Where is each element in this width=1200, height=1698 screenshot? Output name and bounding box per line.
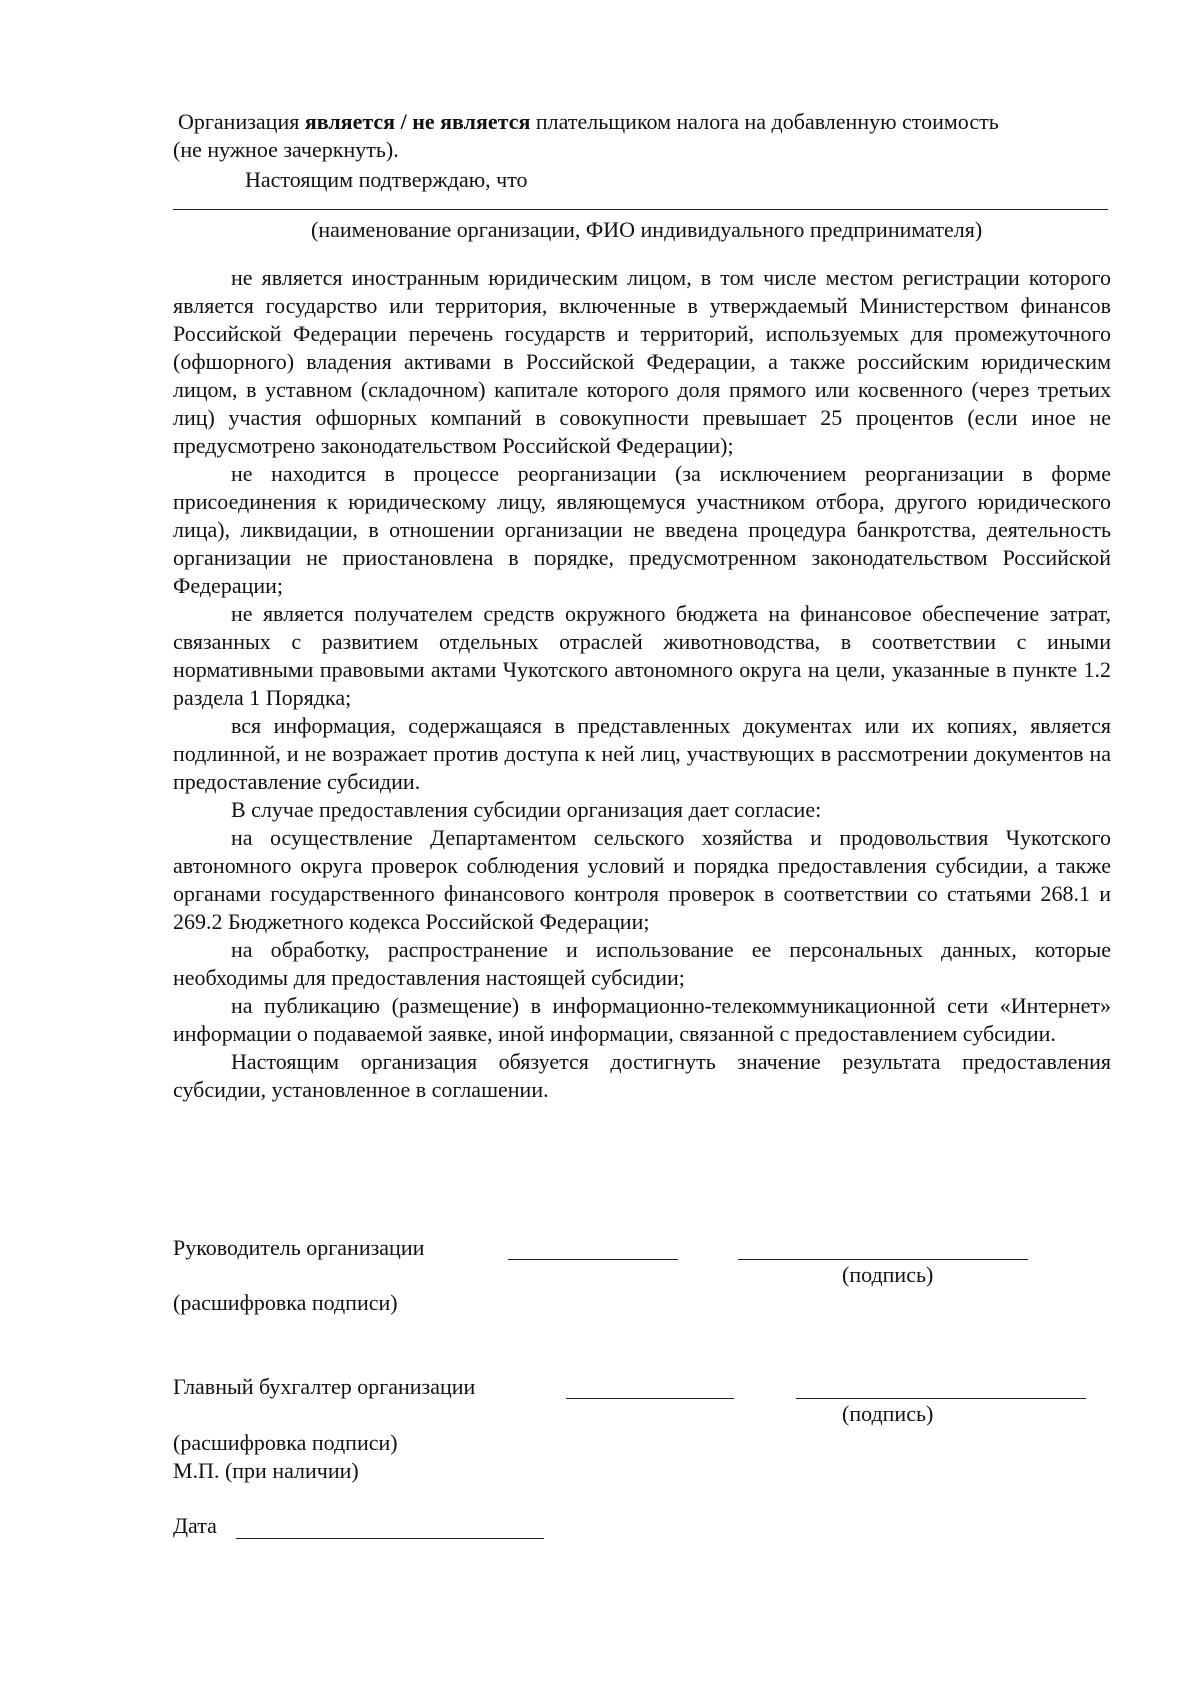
statement-reorganization: не находится в процессе реорганизации (за исключением реорганизации в форме присоединения к юридическому лицу, являющемуся участником отбора, другого юридического лица), ликвидации, в отношении организации не введена процедура банкротства, деятельность организации не приостановлена в порядке, предусмотренном законодательством Российской Федерации;	[173, 461, 1111, 598]
confirm-intro: Настоящим подтверждаю, что	[245, 167, 528, 192]
accountant-name-line[interactable]	[796, 1398, 1086, 1399]
document-body	[173, 108, 1111, 1104]
accountant-label: Главный бухгалтер организации	[173, 1374, 476, 1399]
organization-name-line[interactable]	[173, 209, 1108, 210]
accountant-decode-caption: (расшифровка подписи)	[173, 1430, 398, 1455]
stamp-note: М.П. (при наличии)	[173, 1458, 359, 1483]
consent-publication: на публикацию (размещение) в информационно-телекоммуникационной сети «Интернет» информации о подаваемой заявке, иной информации, связанной с предоставлением субсидии.	[173, 993, 1111, 1046]
consent-personal-data: на обработку, распространение и использование ее персональных данных, которые необходимы для предоставления настоящей субсидии;	[173, 937, 1111, 990]
statement-information: вся информация, содержащаяся в представленных документах или их копиях, является подлинной, и не возражает против доступа к ней лиц, участвующих в рассмотрении документов на предоставление субсидии.	[173, 713, 1111, 794]
accountant-signature-caption: (подпись)	[842, 1401, 934, 1426]
vat-note: (не нужное зачеркнуть).	[173, 137, 399, 162]
head-signature-caption: (подпись)	[842, 1262, 934, 1287]
vat-prefix: Организация	[178, 109, 305, 134]
statement-budget: не является получателем средств окружного бюджета на финансовое обеспечение затрат, связанных с развитием отдельных отраслей животноводства, в соответствии с иными нормативными правовыми актами Чукотского автономного округа на цели, указанные в пункте 1.2 раздела 1 Порядка;	[173, 601, 1111, 710]
head-label: Руководитель организации	[173, 1235, 425, 1260]
consent-inspections: на осуществление Департаментом сельского хозяйства и продовольствия Чукотского автономного округа проверок соблюдения условий и порядка предоставления субсидии, а также органами государственного финансового контроля проверок в соответствии со статьями 268.1 и 269.2 Бюджетного кодекса Российской Федерации;	[173, 825, 1111, 934]
head-signature-line[interactable]	[508, 1259, 678, 1260]
date-label: Дата	[173, 1513, 217, 1538]
head-name-line[interactable]	[738, 1259, 1028, 1260]
vat-suffix: плательщиком налога на добавленную стоимость	[530, 109, 999, 134]
consent-intro: В случае предоставления субсидии организация дает согласие:	[231, 797, 822, 822]
statement-offshore: не является иностранным юридическим лицом, в том числе местом регистрации которого является государство или территория, включенные в утверждаемый Министерством финансов Российской Федерации перечень государств и территорий, используемых для промежуточного (офшорного) владения активами в Российской Федерации, а также российским юридическим лицом, в уставном (складочном) капитале которого доля прямого или косвенного (через третьих лиц) участия офшорных компаний в совокупности превышает 25 процентов (если иное не предусмотрено законодательством Российской Федерации);	[173, 265, 1111, 458]
head-decode-caption: (расшифровка подписи)	[173, 1290, 398, 1315]
result-commitment: Настоящим организация обязуется достигнуть значение результата предоставления субсидии, установленное в соглашении.	[173, 1049, 1111, 1102]
accountant-signature-line[interactable]	[566, 1398, 734, 1399]
vat-status-line	[173, 108, 1111, 136]
vat-options: является / не является	[304, 109, 531, 134]
organization-name-caption: (наименование организации, ФИО индивидуального предпринимателя)	[311, 217, 983, 242]
date-line[interactable]	[236, 1538, 544, 1539]
